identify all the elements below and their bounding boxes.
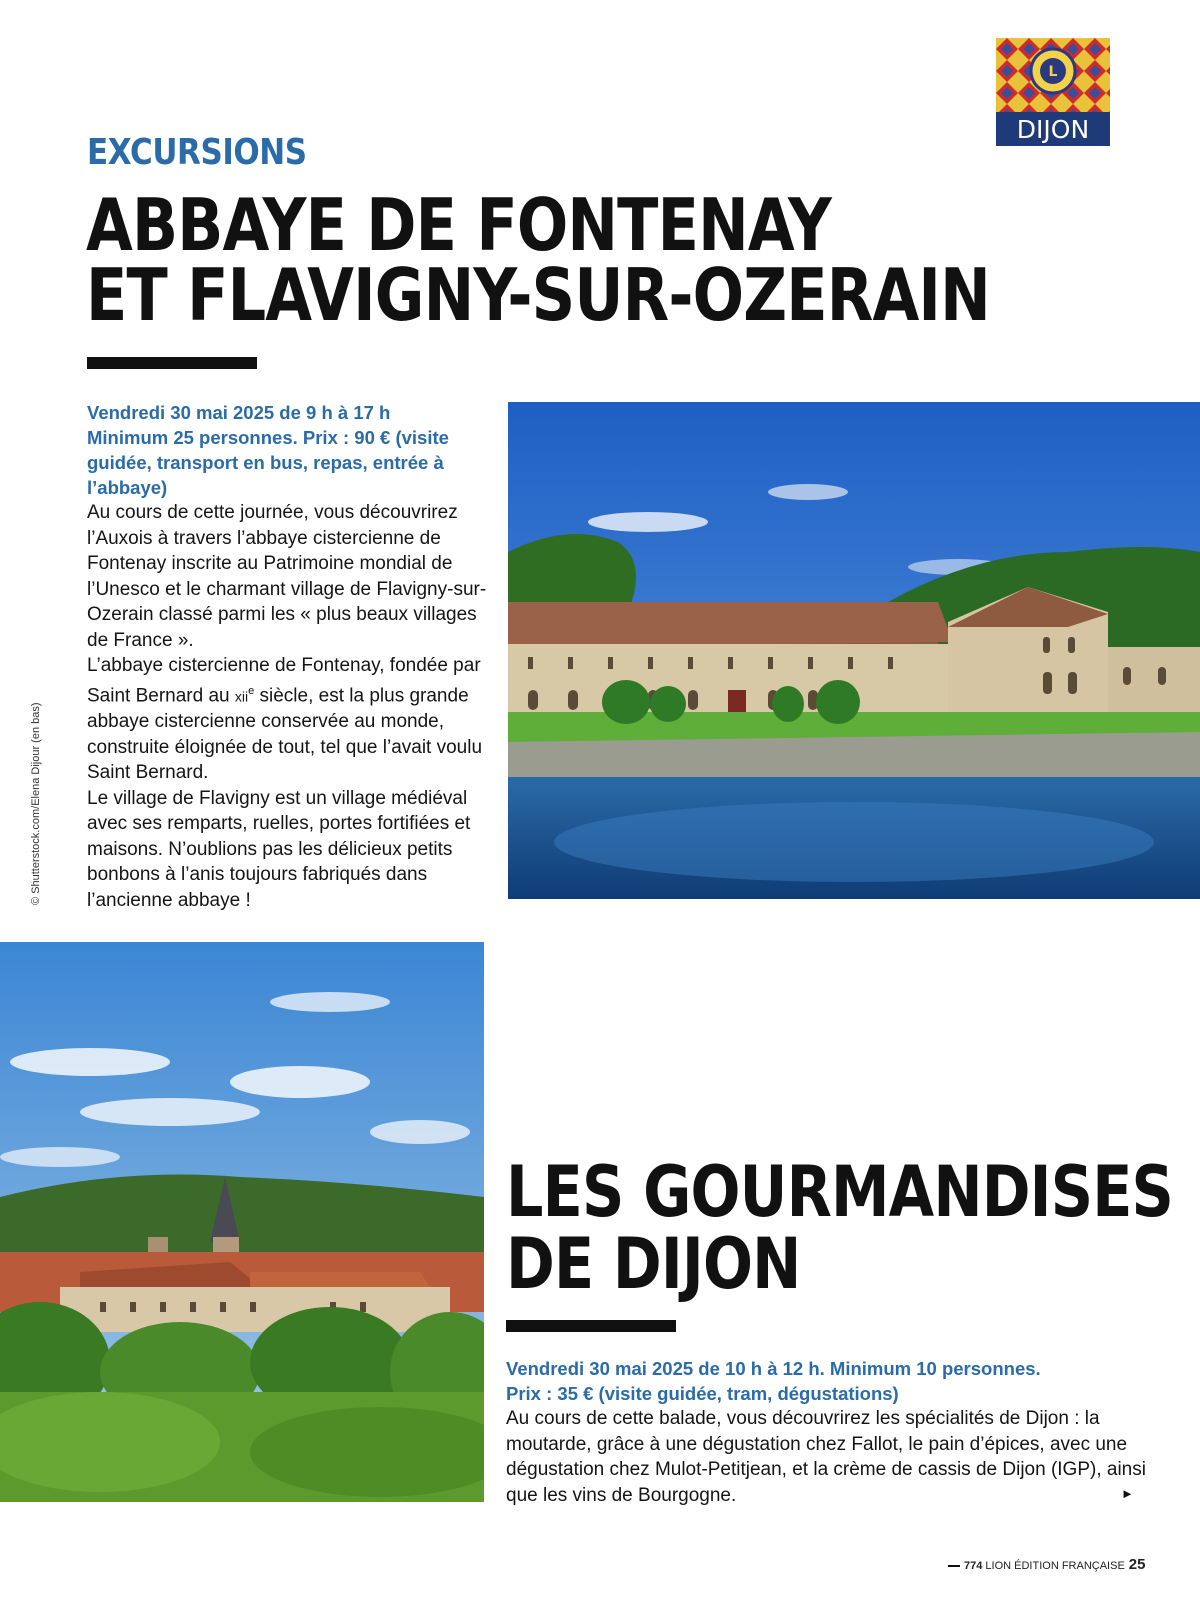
footer-dash bbox=[948, 1565, 960, 1567]
abbey-photo bbox=[508, 402, 1200, 899]
article2-title-line2: DE DIJON bbox=[506, 1223, 801, 1305]
title-divider-2 bbox=[506, 1320, 676, 1332]
article1-price: Minimum 25 personnes. Prix : 90 € (visite guidée, transport en bus, repas, entrée à l’abbaye) bbox=[87, 427, 449, 498]
section-label: EXCURSIONS bbox=[87, 132, 307, 173]
article1-title bbox=[86, 183, 990, 337]
article2-body bbox=[506, 1356, 1146, 1508]
photo-credit: © Shutterstock.com/Elena Dijour (en bas) bbox=[30, 702, 42, 905]
issue-number: 774 bbox=[964, 1560, 983, 1572]
article2-title-line1: LES GOURMANDISES bbox=[506, 1151, 1174, 1233]
magazine-name: LION ÉDITION FRANÇAISE bbox=[985, 1560, 1125, 1572]
article1-date: Vendredi 30 mai 2025 de 9 h à 17 h bbox=[87, 402, 391, 423]
article1-title-line2: ET FLAVIGNY-SUR-OZERAIN bbox=[86, 253, 990, 337]
flavigny-photo bbox=[0, 942, 484, 1502]
lions-dijon-logo bbox=[996, 38, 1110, 146]
title-divider bbox=[87, 357, 257, 369]
article1-para1: Au cours de cette journée, vous découvrirez l’Auxois à travers l’abbaye cistercienne de Fontenay inscrite au Patrimoine mondial de l’Unesco et le charmant village de Flavigny-sur-Ozerain classé parmi les « plus beaux villages de France ». bbox=[87, 502, 487, 651]
logo-text: DIJON bbox=[1016, 115, 1090, 144]
page-footer bbox=[948, 1556, 1145, 1573]
article1-para3: Le village de Flavigny est un village médiéval avec ses remparts, ruelles, portes fortifiées et maisons. N’oublions pas les délicieux petits bonbons à l’anis toujours fabriqués dans l’ancienne abbaye ! bbox=[87, 787, 471, 911]
continue-arrow-icon: ► bbox=[1121, 1486, 1134, 1501]
article2-para1: Au cours de cette balade, vous découvrirez les spécialités de Dijon : la moutarde, grâce à une dégustation chez Fallot, le pain d’épices, avec une dégustation chez Mulot-Petitjean, et la crème de cassis de Dijon (IGP), ainsi que les vins de Bourgogne. bbox=[506, 1408, 1146, 1506]
article2-date: Vendredi 30 mai 2025 de 10 h à 12 h. Minimum 10 personnes. bbox=[506, 1358, 1041, 1379]
article1-title-line1: ABBAYE DE FONTENAY bbox=[86, 183, 831, 267]
article1-para2: L’abbaye cistercienne de Fontenay, fondée par Saint Bernard au xii$^e$ siècle, est la plus grande abbaye cistercienne conservée au monde, construite éloignée de tout, tel que l’avait voulu Saint Bernard. bbox=[87, 655, 483, 784]
article2-title bbox=[506, 1151, 1174, 1305]
article2-price: Prix : 35 € (visite guidée, tram, dégustations) bbox=[506, 1383, 899, 1404]
svg-text:L: L bbox=[1048, 64, 1058, 80]
article1-body bbox=[87, 400, 487, 913]
page-number: 25 bbox=[1128, 1556, 1146, 1573]
